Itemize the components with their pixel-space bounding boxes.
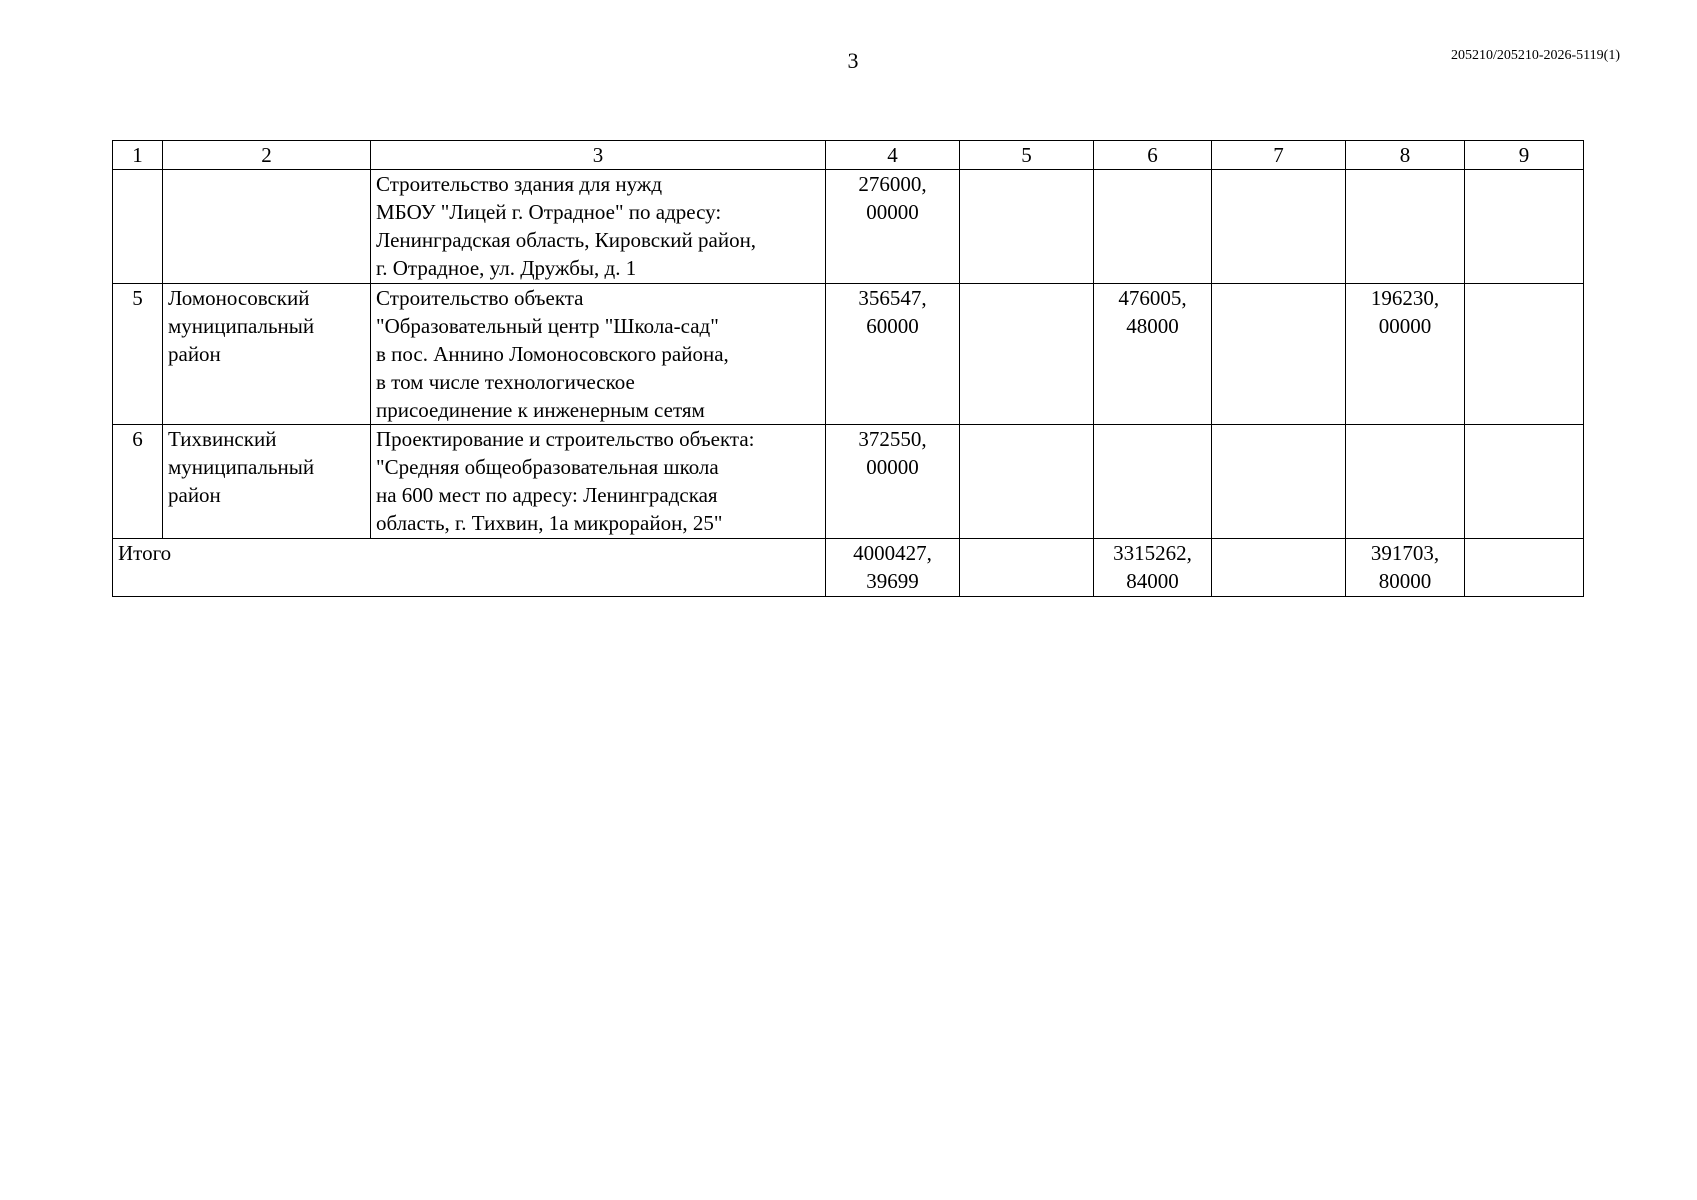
column-header: 9 xyxy=(1465,141,1584,170)
object-line: Строительство здания для нужд xyxy=(376,172,663,196)
column-header: 5 xyxy=(960,141,1094,170)
district-line: Ломоносовский xyxy=(168,286,310,310)
amount-line: 48000 xyxy=(1126,314,1179,338)
amount-line: 00000 xyxy=(866,455,919,479)
amount-cell xyxy=(1465,170,1584,284)
object-line: "Образовательный центр "Школа-сад" xyxy=(376,314,719,338)
column-header: 6 xyxy=(1094,141,1212,170)
amount-line: 3315262, xyxy=(1113,541,1192,565)
table-row xyxy=(113,170,1584,284)
object-line: МБОУ "Лицей г. Отрадное" по адресу: xyxy=(376,200,722,224)
amount-cell xyxy=(1212,284,1346,425)
amount-cell xyxy=(960,170,1094,284)
object-line: Проектирование и строительство объекта: xyxy=(376,427,755,451)
object-line: в том числе технологическое xyxy=(376,370,635,394)
total-row xyxy=(113,539,1584,597)
district-cell xyxy=(163,425,371,539)
district-line: район xyxy=(168,342,221,366)
amount-cell xyxy=(1094,284,1212,425)
object-line: в пос. Аннино Ломоносовского района, xyxy=(376,342,729,366)
amount-line: 39699 xyxy=(866,569,919,593)
amount-cell xyxy=(826,170,960,284)
budget-table xyxy=(112,140,1584,597)
amount-line: 276000, xyxy=(858,172,927,196)
column-header: 7 xyxy=(1212,141,1346,170)
amount-cell xyxy=(1346,170,1465,284)
amount-cell xyxy=(1346,284,1465,425)
column-header: 8 xyxy=(1346,141,1465,170)
amount-line: 476005, xyxy=(1118,286,1187,310)
amount-cell xyxy=(1346,425,1465,539)
amount-cell xyxy=(960,425,1094,539)
district-line: Тихвинский xyxy=(168,427,277,451)
column-header: 4 xyxy=(826,141,960,170)
amount-cell xyxy=(1465,284,1584,425)
column-header: 1 xyxy=(113,141,163,170)
total-label: Итого xyxy=(113,539,826,597)
total-amount-cell xyxy=(1465,539,1584,597)
object-line: Ленинградская область, Кировский район, xyxy=(376,228,757,252)
amount-line: 60000 xyxy=(866,314,919,338)
column-header: 3 xyxy=(371,141,826,170)
column-header: 2 xyxy=(163,141,371,170)
district-cell xyxy=(163,284,371,425)
object-line: присоединение к инженерным сетям xyxy=(376,398,705,422)
object-line: на 600 мест по адресу: Ленинградская xyxy=(376,483,718,507)
amount-cell xyxy=(1094,170,1212,284)
total-amount-cell xyxy=(960,539,1094,597)
amount-cell xyxy=(1212,170,1346,284)
object-line: "Средняя общеобразовательная школа xyxy=(376,455,719,479)
amount-line: 356547, xyxy=(858,286,927,310)
table-row xyxy=(113,425,1584,539)
object-cell xyxy=(371,170,826,284)
total-amount-cell xyxy=(1212,539,1346,597)
document-code: 205210/205210-2026-5119(1) xyxy=(1450,48,1620,63)
amount-cell xyxy=(826,425,960,539)
table-header-row xyxy=(113,141,1584,170)
object-line: область, г. Тихвин, 1а микрорайон, 25" xyxy=(376,511,723,535)
amount-line: 80000 xyxy=(1378,569,1432,593)
amount-cell xyxy=(1465,425,1584,539)
amount-cell xyxy=(1094,425,1212,539)
total-amount-cell xyxy=(826,539,960,597)
district-line: муниципальный xyxy=(168,314,315,338)
amount-line: 84000 xyxy=(1126,569,1179,593)
amount-cell xyxy=(826,284,960,425)
amount-line: 372550, xyxy=(858,427,927,451)
row-number xyxy=(113,170,163,284)
table-row xyxy=(113,284,1584,425)
amount-line: 00000 xyxy=(1378,314,1432,338)
amount-cell xyxy=(1212,425,1346,539)
amount-line: 00000 xyxy=(866,200,919,224)
amount-line: 391703, xyxy=(1370,541,1440,565)
total-amount-cell xyxy=(1346,539,1465,597)
page-number: 3 xyxy=(847,48,859,73)
district-line: район xyxy=(168,483,221,507)
row-number: 6 xyxy=(113,425,163,539)
amount-line: 4000427, xyxy=(853,541,932,565)
district-line: муниципальный xyxy=(168,455,315,479)
object-line: г. Отрадное, ул. Дружбы, д. 1 xyxy=(376,256,637,280)
object-line: Строительство объекта xyxy=(376,286,584,310)
amount-line: 196230, xyxy=(1370,286,1440,310)
district-cell xyxy=(163,170,371,284)
amount-cell xyxy=(960,284,1094,425)
object-cell xyxy=(371,425,826,539)
row-number: 5 xyxy=(113,284,163,425)
total-amount-cell xyxy=(1094,539,1212,597)
object-cell xyxy=(371,284,826,425)
